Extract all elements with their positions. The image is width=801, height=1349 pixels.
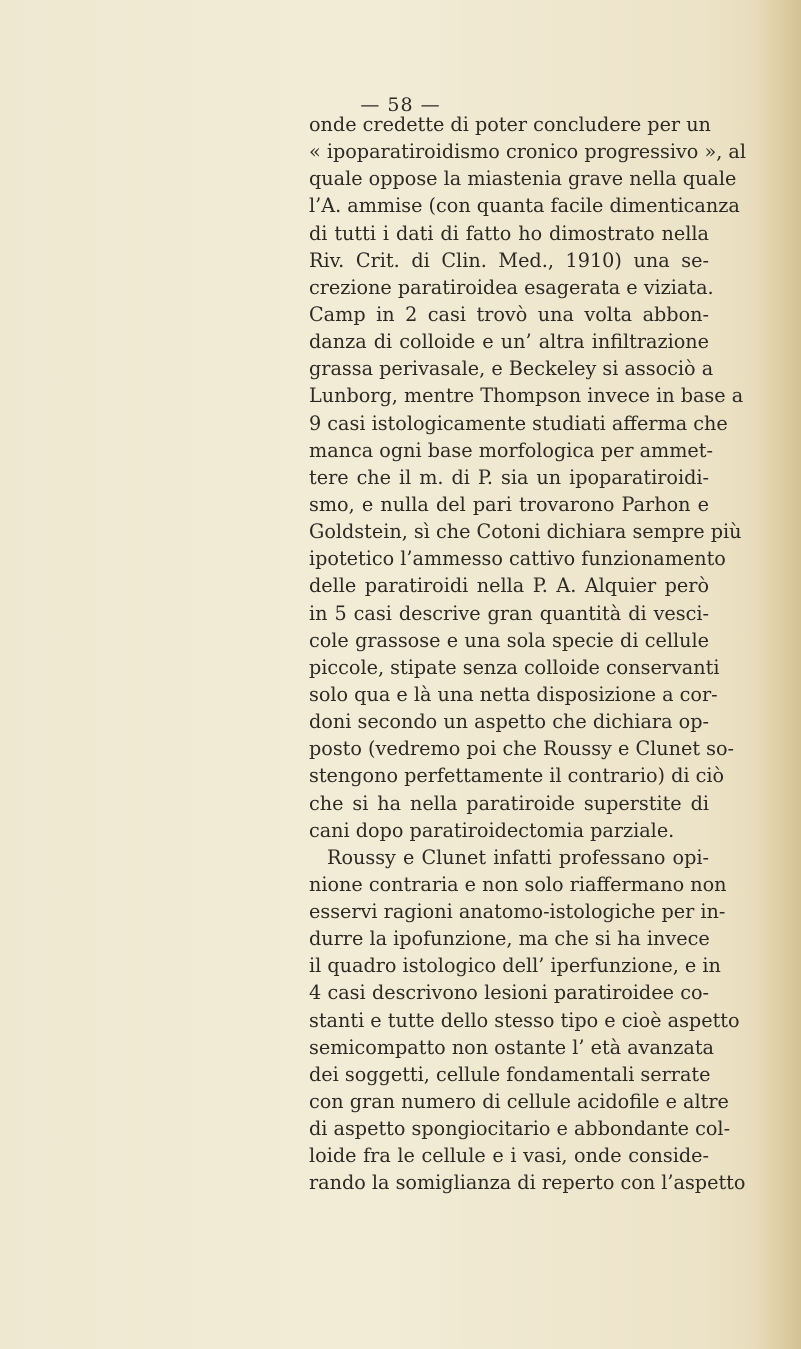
text-line: di aspetto spongiocitario e abbondante col-: [309, 1117, 731, 1141]
text-line: con gran numero di cellule acidofile e altre: [309, 1090, 729, 1114]
text-line: l’A. ammise (con quanta facile dimenticanza: [309, 194, 740, 218]
text-line: delle paratiroidi nella P. A. Alquier però: [309, 574, 709, 598]
text-line: Camp in 2 casi trovò una volta abbon-: [309, 302, 709, 326]
text-line: danza di colloide e un’ altra infiltrazione: [309, 330, 709, 354]
text-line: dei soggetti, cellule fondamentali serrate: [309, 1062, 711, 1086]
text-line: quale oppose la miastenia grave nella quale: [309, 167, 737, 191]
text-line: Lunborg, mentre Thompson invece in base a: [309, 384, 744, 408]
text-line: grassa perivasale, e Beckeley si associò a: [309, 357, 714, 381]
text-line: Goldstein, sì che Cotoni dichiara sempre più: [309, 520, 742, 544]
text-line: onde credette di poter concludere per un: [309, 113, 711, 136]
text-line: semicompatto non ostante l’ età avanzata: [309, 1035, 714, 1059]
text-line: di tutti i dati di fatto ho dimostrato nella: [309, 221, 709, 245]
text-line: stengono perfettamente il contrario) di ciò: [309, 764, 725, 788]
text-line: che si ha nella paratiroide superstite di: [309, 791, 709, 815]
text-line: smo, e nulla del pari trovarono Parhon e: [309, 492, 709, 516]
text-line: esservi ragioni anatomo-istologiche per in-: [309, 900, 726, 924]
text-line: solo qua e là una netta disposizione a cor-: [309, 682, 718, 706]
text-line: tere che il m. di P. sia un ipoparatiroidi-: [309, 465, 709, 489]
text-line: in 5 casi descrive gran quantità di vesci-: [309, 601, 709, 625]
text-line: crezione paratiroidea esagerata e viziata.: [309, 275, 714, 299]
text-line: doni secondo un aspetto che dichiara op-: [309, 710, 709, 734]
text-line: durre la ipofunzione, ma che si ha invece: [309, 927, 710, 951]
text-line: 4 casi descrivono lesioni paratiroidee co-: [309, 981, 709, 1005]
text-line: 9 casi istologicamente studiati afferma che: [309, 411, 728, 435]
text-line: rando la somiglianza di reperto con l’aspetto: [309, 1171, 746, 1195]
text-line: ipotetico l’ammesso cattivo funzionamento: [309, 547, 726, 571]
text-line: stanti e tutte dello stesso tipo e cioè aspetto: [309, 1008, 740, 1032]
text-line: Roussy e Clunet infatti professano opi-: [327, 845, 709, 869]
text-line: il quadro istologico dell’ iperfunzione, e in: [309, 954, 721, 978]
text-line: nione contraria e non solo riaffermano non: [309, 872, 727, 896]
text-line: piccole, stipate senza colloide conservanti: [309, 655, 720, 679]
text-line: manca ogni base morfologica per ammet-: [309, 438, 713, 462]
text-line: « ipoparatiroidismo cronico progressivo », al: [309, 140, 746, 164]
text-line: posto (vedremo poi che Roussy e Clunet so-: [309, 737, 735, 761]
text-line: cole grassose e una sola specie di cellule: [309, 628, 709, 652]
page-number: — 58 —: [360, 94, 441, 116]
text-line: cani dopo paratiroidectomia parziale.: [309, 818, 675, 842]
text-line: loide fra le cellule e i vasi, onde conside-: [309, 1144, 709, 1168]
page-edge-stain: [755, 0, 801, 1349]
text-line: Riv. Crit. di Clin. Med., 1910) una se-: [309, 248, 709, 272]
